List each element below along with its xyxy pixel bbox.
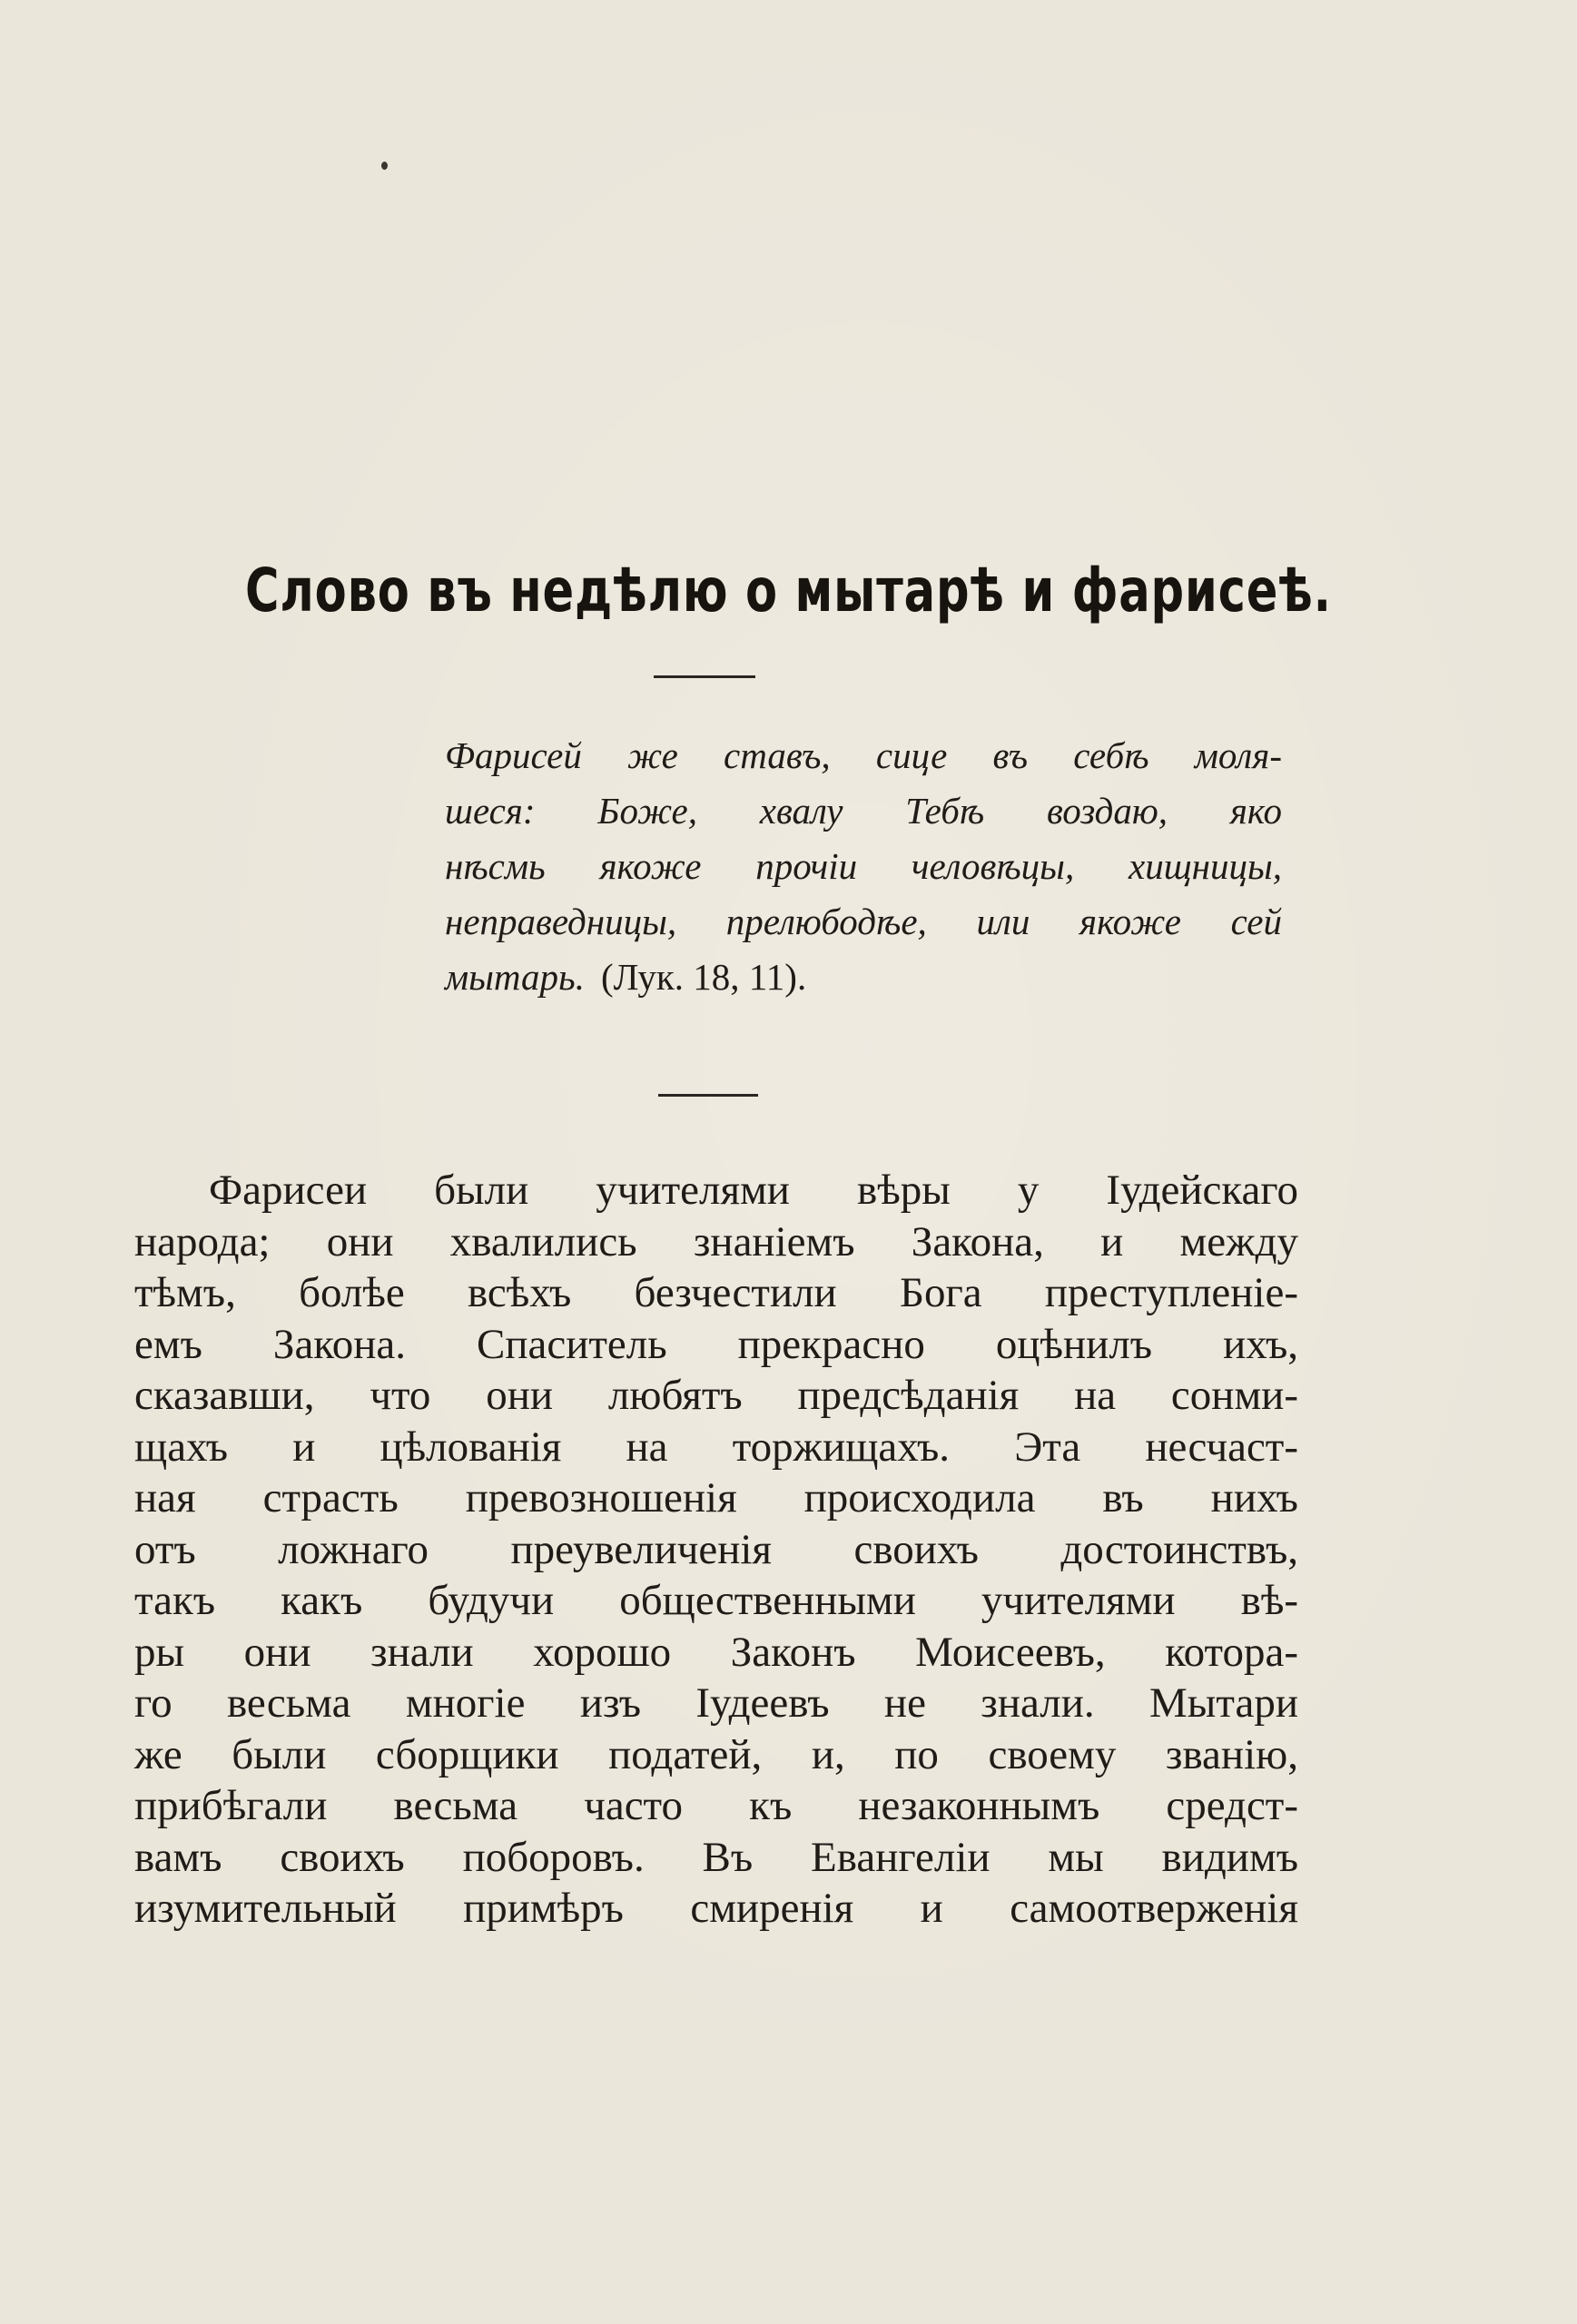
ink-speck <box>381 162 388 170</box>
epigraph-line: шеся: Боже, хвалу Тебѣ воздаю, яко <box>445 790 1282 832</box>
epigraph-line: нѣсмь якоже прочіи человѣцы, хищницы, <box>445 845 1282 887</box>
epigraph-line: неправедницы, прелюбодѣе, или якоже сей <box>445 901 1282 942</box>
body-line: тѣмъ, болѣе всѣхъ безчестили Бога преступленіе- <box>134 1269 1298 1316</box>
epigraph-last-line <box>445 950 1282 1005</box>
body-line: го весьма многіе изъ Іудеевъ не знали. Мытари <box>134 1679 1298 1727</box>
body-line: сказавши, что они любятъ предсѣданія на сонми- <box>134 1372 1298 1419</box>
body-line: Фарисеи были учителями вѣры у Іудейскаго <box>209 1167 1298 1214</box>
body-line: изумительный примѣръ смиренія и самоотверженія <box>134 1885 1298 1932</box>
body-line: такъ какъ будучи общественными учителями вѣ- <box>134 1577 1298 1624</box>
body-line: же были сборщики податей, и, по своему званію, <box>134 1730 1298 1778</box>
page-title: Слово въ недѣлю о мытарѣ и фарисеѣ. <box>245 556 1332 625</box>
body-line: народа; они хвалились знаніемъ Закона, и между <box>134 1217 1298 1265</box>
body-line: ры они знали хорошо Законъ Моисеевъ, которa- <box>134 1628 1298 1676</box>
body-line: отъ ложнаго преувеличенія своихъ достоинствъ, <box>134 1525 1298 1573</box>
body-text <box>134 1165 1298 1935</box>
body-line: вамъ своихъ поборовъ. Въ Евангеліи мы видимъ <box>134 1833 1298 1881</box>
body-line: прибѣгали весьма часто къ незаконнымъ средст- <box>134 1782 1298 1829</box>
epigraph-line: Фарисей же ставъ, сице въ себѣ моля- <box>445 734 1282 776</box>
divider-rule-bottom <box>658 1094 758 1097</box>
epigraph-reference: (Лук. 18, 11). <box>600 956 807 998</box>
body-line: щахъ и цѣлованія на торжищахъ. Эта несчаст- <box>134 1423 1298 1471</box>
epigraph <box>445 728 1282 1005</box>
body-line: ная страсть превозношенія происходила въ нихъ <box>134 1474 1298 1521</box>
body-line: емъ Закона. Спаситель прекрасно оцѣнилъ ихъ, <box>134 1320 1298 1368</box>
divider-rule-top <box>654 675 755 678</box>
epigraph-last-word: мытарь. <box>445 956 585 998</box>
